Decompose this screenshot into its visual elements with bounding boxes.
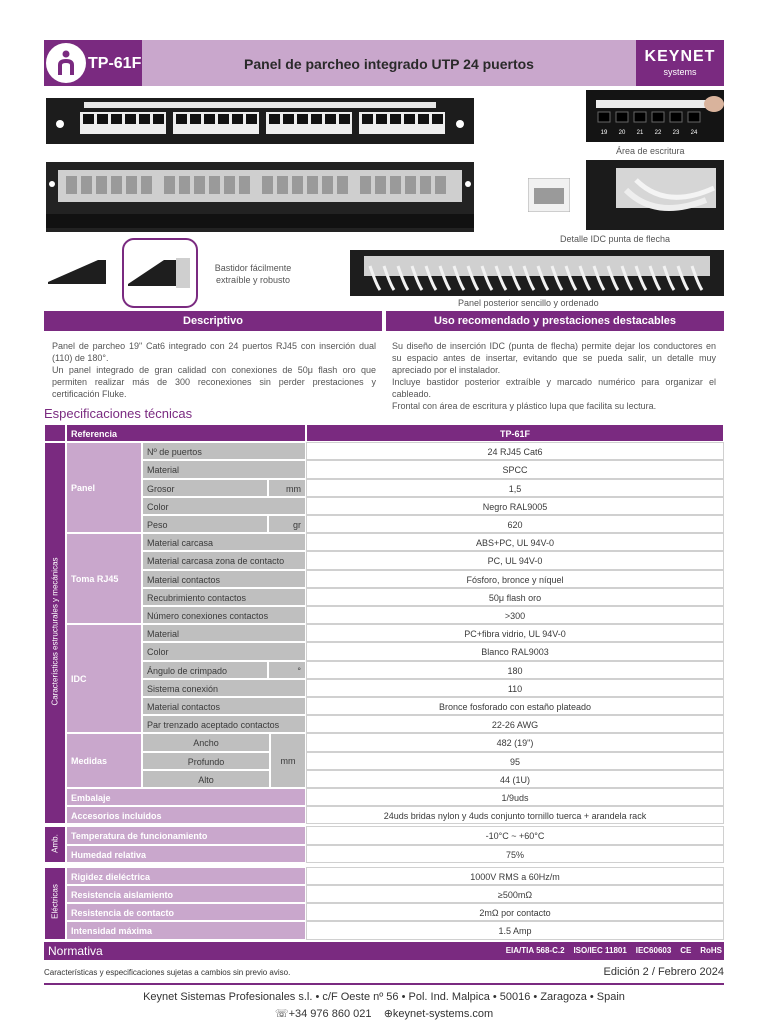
specs-table <box>44 424 724 940</box>
rj45-port <box>297 114 308 124</box>
spec-value: 24uds bridas nylon y 4uds conjunto tornillo tuerca + arandela rack <box>306 806 724 824</box>
spec-label: Material carcasa zona de contacto <box>142 551 306 569</box>
spec-label: Sistema conexión <box>142 679 306 697</box>
idc-connector <box>337 176 348 194</box>
spec-label: Material contactos <box>142 697 306 715</box>
spec-value: 482 (19") <box>306 733 724 751</box>
descriptivo-header: Descriptivo <box>44 311 382 331</box>
normativa-title: Normativa <box>48 944 103 958</box>
side-label: Características estructurales y mecánicas <box>50 557 60 706</box>
rj45-port <box>598 112 610 122</box>
rj45-port <box>688 112 700 122</box>
spec-value: 95 <box>306 752 724 770</box>
idc-connector <box>277 176 288 194</box>
uso-paragraph: Incluye bastidor posterior extraíble y marcado numérico para organizar el cableado. <box>392 377 716 399</box>
brand-logo <box>636 40 724 86</box>
spec-label: Profundo <box>142 752 270 770</box>
spec-label: Par trenzado aceptado contactos <box>142 715 306 733</box>
idc-connector <box>111 176 122 194</box>
idc-connector <box>360 176 371 194</box>
phone-icon: ☏ <box>274 1008 289 1020</box>
normativa-item: EIA/TIA 568-C.2 <box>505 946 565 955</box>
spec-label: Accesorios incluidos <box>66 806 306 824</box>
idc-connector <box>164 176 175 194</box>
spec-unit: mm <box>268 479 306 497</box>
spec-label: Color <box>142 497 306 515</box>
spec-unit: mm <box>270 733 306 788</box>
model-code: TP-61F <box>88 55 142 72</box>
idc-small-image <box>528 178 570 212</box>
rj45-port <box>176 114 187 124</box>
caption-bracket: Bastidor fácilmente extraíble y robusto <box>214 263 292 285</box>
rj45-port <box>616 112 628 122</box>
phone-number[interactable]: +34 976 860 021 <box>288 1008 372 1020</box>
spec-label: Material carcasa <box>142 533 306 551</box>
normativa-item: RoHS <box>700 946 722 955</box>
spec-label: Embalaje <box>66 788 306 806</box>
idc-connector <box>239 176 250 194</box>
side-cell <box>44 424 66 442</box>
web-icon: ⊕ <box>383 1008 393 1020</box>
idc-connector <box>420 176 431 194</box>
keynet-info-icon <box>46 43 86 83</box>
spec-value: SPCC <box>306 460 724 478</box>
rj45-port <box>376 114 387 124</box>
spec-label: Color <box>142 642 306 660</box>
idc-connector <box>179 176 190 194</box>
spec-label: Grosor <box>142 479 268 497</box>
caption-writing-area: Área de escritura <box>616 146 685 156</box>
spec-label: Temperatura de funcionamiento <box>66 826 306 844</box>
idc-connector <box>292 176 303 194</box>
spec-label: Ancho <box>142 733 270 751</box>
group-label: Toma RJ45 <box>66 533 142 624</box>
spec-value: Fósforo, bronce y níquel <box>306 570 724 588</box>
spec-value: 180 <box>306 661 724 679</box>
spec-value: 1.5 Amp <box>306 921 724 939</box>
port-number: 24 <box>690 130 698 136</box>
specs-title: Especificaciones técnicas <box>44 406 193 421</box>
brand-name: KEYNET <box>644 48 716 65</box>
idc-connector <box>390 176 401 194</box>
rj45-port <box>218 114 229 124</box>
brand-sub: systems <box>663 67 697 77</box>
rj45-port <box>390 114 401 124</box>
rj45-port <box>246 114 257 124</box>
port-number: 21 <box>636 130 644 136</box>
spec-label: Resistencia aislamiento <box>66 885 306 903</box>
normativa-item: IEC60603 <box>635 946 672 955</box>
descriptivo-text <box>52 340 376 400</box>
group-label: Panel <box>66 442 142 533</box>
spec-value: 1000V RMS a 60Hz/m <box>306 867 724 885</box>
spec-value: 110 <box>306 679 724 697</box>
spec-value: 2mΩ por contacto <box>306 903 724 921</box>
uso-paragraph: Su diseño de inserción IDC (punta de flecha) permite dejar los conductores en su espacio antes de insertar, evitando que se pueda salir, un detalle muy apreciado por el instalador. <box>392 341 716 375</box>
normativa-list <box>506 942 722 960</box>
spec-label: Material <box>142 460 306 478</box>
port-number: 22 <box>654 130 662 136</box>
spec-value: ≥500mΩ <box>306 885 724 903</box>
idc-connector <box>307 176 318 194</box>
group-label: Medidas <box>66 733 142 788</box>
bracket-image <box>46 254 110 288</box>
idc-connector <box>405 176 416 194</box>
rear-panel-image <box>46 162 474 232</box>
rj45-port <box>670 112 682 122</box>
writing-area-image <box>586 90 724 142</box>
disclaimer: Características y especificaciones sujetas a cambios sin previo aviso. <box>44 968 291 977</box>
spec-label: Nº de puertos <box>142 442 306 460</box>
front-panel-image <box>46 98 474 144</box>
uso-text <box>392 340 716 412</box>
idc-detail-image <box>586 160 724 230</box>
contact-line <box>44 1007 724 1020</box>
spec-label: Recubrimiento contactos <box>142 588 306 606</box>
idc-connector <box>96 176 107 194</box>
spec-value: >300 <box>306 606 724 624</box>
rj45-port <box>139 114 150 124</box>
idc-connector <box>209 176 220 194</box>
spec-value: 620 <box>306 515 724 533</box>
port-number: 19 <box>600 130 608 136</box>
spec-value: 24 RJ45 Cat6 <box>306 442 724 460</box>
spec-value: 75% <box>306 845 724 863</box>
spec-unit: ° <box>268 661 306 679</box>
spec-label: Peso <box>142 515 268 533</box>
spec-label: Ángulo de crimpado <box>142 661 268 679</box>
rear-panel-cables-image <box>350 250 724 296</box>
descriptivo-paragraph: Un panel integrado de gran calidad con conexiones de 50μ flash oro que permiten realizar más de 300 reconexiones sin perder prestaciones y certificación Fluke. <box>52 365 376 399</box>
rj45-port <box>269 114 280 124</box>
header-value: TP-61F <box>306 424 724 442</box>
spec-label: Intensidad máxima <box>66 921 306 939</box>
rj45-port <box>339 114 350 124</box>
rj45-port <box>418 114 429 124</box>
rj45-port <box>283 114 294 124</box>
descriptivo-paragraph: Panel de parcheo 19" Cat6 integrado con 24 puertos RJ45 con inserción dual (110) de 180°. <box>52 341 376 363</box>
rj45-port <box>204 114 215 124</box>
spec-value: 50μ flash oro <box>306 588 724 606</box>
spec-value: 1/9uds <box>306 788 724 806</box>
normativa-item: CE <box>680 946 692 955</box>
spec-value: Negro RAL9005 <box>306 497 724 515</box>
spec-label: Resistencia de contacto <box>66 903 306 921</box>
idc-connector <box>322 176 333 194</box>
rj45-port <box>83 114 94 124</box>
header-label: Referencia <box>66 424 306 442</box>
caption-rear-panel: Panel posterior sencillo y ordenado <box>458 298 599 308</box>
rj45-port <box>325 114 336 124</box>
spec-value: PC+fibra vidrio, UL 94V-0 <box>306 624 724 642</box>
idc-connector <box>126 176 137 194</box>
idc-connector <box>66 176 77 194</box>
port-number: 20 <box>618 130 626 136</box>
uso-paragraph: Frontal con área de escritura y plástico lupa que facilita su lectura. <box>392 401 657 411</box>
side-label: Amb. <box>50 833 60 853</box>
idc-connector <box>141 176 152 194</box>
rj45-port <box>125 114 136 124</box>
rj45-port <box>232 114 243 124</box>
rj45-port <box>634 112 646 122</box>
spec-value: 22-26 AWG <box>306 715 724 733</box>
rj45-port <box>97 114 108 124</box>
rj45-port <box>311 114 322 124</box>
spec-value: PC, UL 94V-0 <box>306 551 724 569</box>
group-label: IDC <box>66 624 142 733</box>
edition: Edición 2 / Febrero 2024 <box>603 966 724 978</box>
idc-connector <box>194 176 205 194</box>
rj45-port <box>362 114 373 124</box>
spec-label: Alto <box>142 770 270 788</box>
rj45-port <box>404 114 415 124</box>
rj45-port <box>652 112 664 122</box>
footer-divider <box>44 983 724 985</box>
rj45-port <box>153 114 164 124</box>
spec-unit: gr <box>268 515 306 533</box>
company-address: Keynet Sistemas Profesionales s.l. • c/F Oeste nº 56 • Pol. Ind. Malpica • 50016 • Zaragoza • Spain <box>143 991 625 1003</box>
rj45-port <box>190 114 201 124</box>
idc-connector <box>81 176 92 194</box>
spec-label: Número conexiones contactos <box>142 606 306 624</box>
side-label: Eléctricas <box>50 884 60 920</box>
rj45-port <box>432 114 443 124</box>
spec-label: Humedad relativa <box>66 845 306 863</box>
caption-idc-detail: Detalle IDC punta de flecha <box>560 234 671 244</box>
rj45-port <box>111 114 122 124</box>
website-link[interactable]: keynet-systems.com <box>392 1008 494 1020</box>
bracket-zoom-image <box>122 238 198 308</box>
port-number: 23 <box>672 130 680 136</box>
spec-value: 1,5 <box>306 479 724 497</box>
spec-value: ABS+PC, UL 94V-0 <box>306 533 724 551</box>
idc-connector <box>262 176 273 194</box>
spec-value: -10°C ~ +60°C <box>306 826 724 844</box>
idc-connector <box>224 176 235 194</box>
spec-value: Blanco RAL9003 <box>306 642 724 660</box>
spec-value: 44 (1U) <box>306 770 724 788</box>
normativa-item: ISO/IEC 11801 <box>573 946 627 955</box>
page-title: Panel de parcheo integrado UTP 24 puertos <box>244 56 534 72</box>
spec-label: Material <box>142 624 306 642</box>
uso-header: Uso recomendado y prestaciones destacables <box>386 311 724 331</box>
spec-value: Bronce fosforado con estaño plateado <box>306 697 724 715</box>
idc-connector <box>375 176 386 194</box>
spec-label: Material contactos <box>142 570 306 588</box>
spec-label: Rigidez dieléctrica <box>66 867 306 885</box>
idc-connector <box>435 176 446 194</box>
